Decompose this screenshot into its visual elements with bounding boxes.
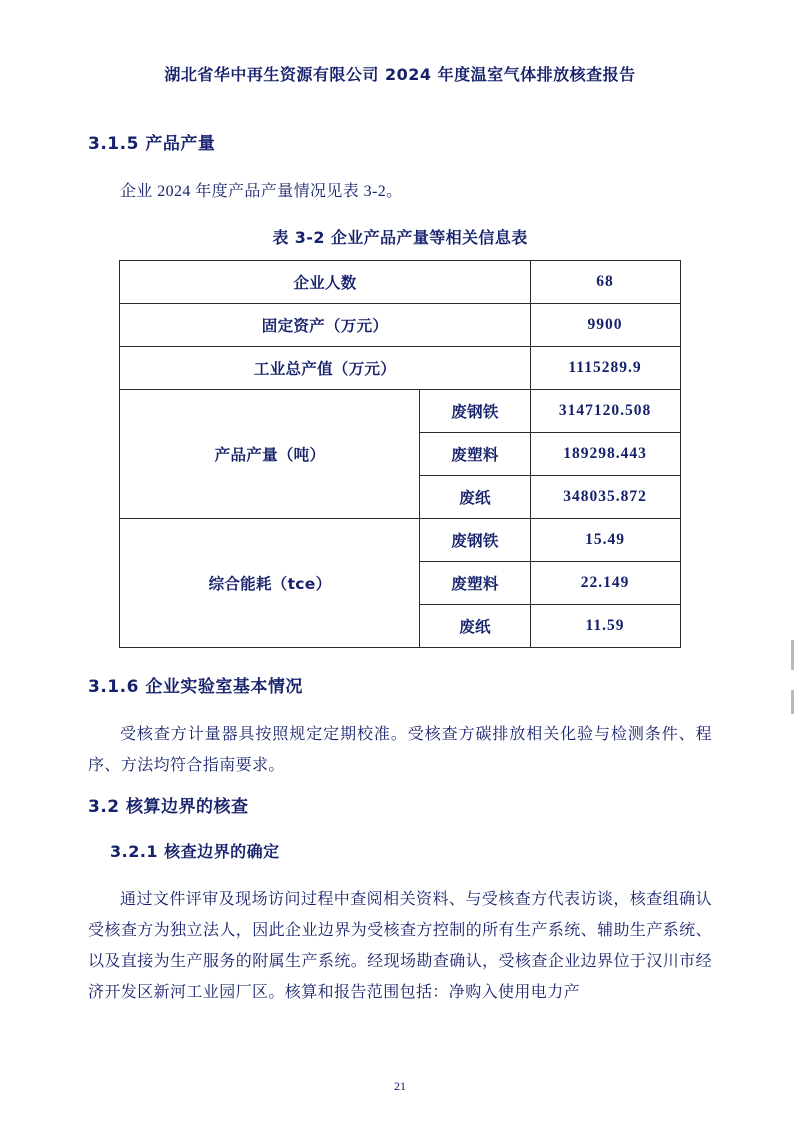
table-row bbox=[120, 304, 680, 347]
row-label-group-product-output: 产品产量（吨） bbox=[120, 390, 420, 519]
table-row bbox=[120, 347, 680, 390]
section-heading-3-2-1: 3.2.1 核查边界的确定 bbox=[110, 841, 280, 861]
row-label: 工业总产值（万元） bbox=[120, 347, 530, 390]
row-value: 22.149 bbox=[530, 562, 680, 605]
row-sublabel: 废纸 bbox=[420, 605, 530, 648]
section-heading-3-2: 3.2 核算边界的核查 bbox=[88, 796, 249, 817]
row-value: 1115289.9 bbox=[530, 347, 680, 390]
row-label: 固定资产（万元） bbox=[120, 304, 530, 347]
table-caption: 表 3-2 企业产品产量等相关信息表 bbox=[272, 228, 528, 248]
row-label-group-energy: 综合能耗（tce） bbox=[120, 519, 420, 648]
row-sublabel: 废塑料 bbox=[420, 562, 530, 605]
row-value: 189298.443 bbox=[530, 433, 680, 476]
row-label: 企业人数 bbox=[120, 261, 530, 304]
row-sublabel: 废塑料 bbox=[420, 433, 530, 476]
row-sublabel: 废钢铁 bbox=[420, 519, 530, 562]
scan-edge-mark bbox=[791, 690, 794, 714]
row-sublabel: 废纸 bbox=[420, 476, 530, 519]
scan-edge-mark bbox=[791, 640, 794, 670]
table-row bbox=[120, 519, 680, 562]
document-title: 湖北省华中再生资源有限公司 2024 年度温室气体排放核查报告 bbox=[164, 65, 636, 84]
row-value: 15.49 bbox=[530, 519, 680, 562]
row-value: 3147120.508 bbox=[530, 390, 680, 433]
section-heading-3-1-6: 3.1.6 企业实验室基本情况 bbox=[88, 677, 303, 698]
row-value: 9900 bbox=[530, 304, 680, 347]
row-value: 348035.872 bbox=[530, 476, 680, 519]
product-output-table bbox=[119, 260, 680, 648]
section-heading-3-1-5: 3.1.5 产品产量 bbox=[88, 134, 216, 154]
row-value: 68 bbox=[530, 261, 680, 304]
row-sublabel: 废钢铁 bbox=[420, 390, 530, 433]
section-3-1-6-body: 受核查方计量器具按照规定定期校准。受核查方碳排放相关化验与检测条件、程序、方法均符合指南要求。 bbox=[88, 726, 712, 775]
row-value: 11.59 bbox=[530, 605, 680, 648]
table-row bbox=[120, 261, 680, 304]
page-number: 21 bbox=[394, 1079, 406, 1093]
table-row bbox=[120, 390, 680, 433]
section-3-1-5-body: 企业 2024 年度产品产量情况见表 3-2。 bbox=[120, 183, 403, 200]
section-3-2-1-body: 通过文件评审及现场访问过程中查阅相关资料、与受核查方代表访谈，核查组确认受核查方为独立法人，因此企业边界为受核查方控制的所有生产系统、辅助生产系统、以及直接为生产服务的附属生产系统。经现场勘查确认，受核查企业边界位于汉川市经济开发区新河工业园厂区。核算和报告范围包括：净购入使用电力产 bbox=[88, 890, 712, 1002]
